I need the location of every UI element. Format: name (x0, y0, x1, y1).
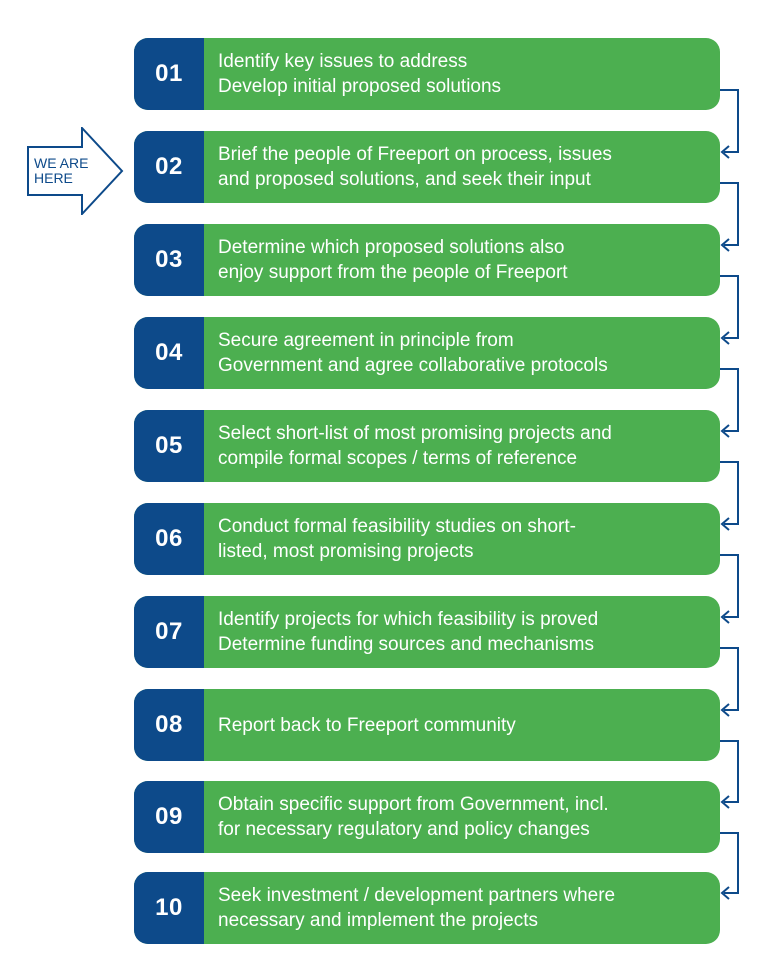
we-are-here-label (34, 156, 114, 186)
step-text-line: Brief the people of Freeport on process, issues (218, 144, 612, 165)
step-text-line: necessary and implement the projects (218, 910, 538, 931)
step-text (218, 317, 710, 389)
step-text-line: Report back to Freeport community (218, 714, 516, 736)
step-number: 03 (134, 224, 204, 296)
step-text (218, 596, 710, 668)
step-text-line: Seek investment / development partners where (218, 885, 616, 906)
connector-line (720, 276, 738, 338)
connector-line (720, 648, 738, 710)
step-text-line: Identify key issues to address (218, 51, 468, 72)
step-text (218, 689, 710, 761)
step-06 (134, 503, 720, 575)
step-text (218, 781, 710, 853)
connector-arrowhead-icon (722, 887, 729, 899)
connector-arrowhead-icon (722, 704, 729, 716)
step-10 (134, 872, 720, 944)
step-text (218, 224, 710, 296)
connector-arrowhead-icon (722, 332, 729, 344)
connector-line (720, 833, 738, 893)
step-text-line: and proposed solutions, and seek their input (218, 169, 591, 190)
step-text (218, 503, 710, 575)
step-text-line: compile formal scopes / terms of reference (218, 448, 578, 469)
step-number: 09 (134, 781, 204, 853)
step-07 (134, 596, 720, 668)
connector-arrowhead-icon (722, 611, 729, 623)
step-text (218, 872, 710, 944)
step-number: 04 (134, 317, 204, 389)
step-text-line: Conduct formal feasibility studies on short- (218, 516, 576, 537)
step-text (218, 38, 710, 110)
step-number: 07 (134, 596, 204, 668)
connector-arrowhead-icon (722, 146, 729, 158)
step-text (218, 131, 710, 203)
step-number: 06 (134, 503, 204, 575)
connector-arrowhead-icon (722, 518, 729, 530)
step-04 (134, 317, 720, 389)
step-08 (134, 689, 720, 761)
step-03 (134, 224, 720, 296)
connector-line (720, 90, 738, 152)
step-text-line: Secure agreement in principle from (218, 330, 514, 351)
step-text-line: Government and agree collaborative protocols (218, 355, 608, 376)
step-text-line: Develop initial proposed solutions (218, 76, 502, 97)
step-number: 10 (134, 872, 204, 944)
step-text-line: Select short-list of most promising projects and (218, 423, 612, 444)
connector-arrowhead-icon (722, 796, 729, 808)
step-text-line: Determine which proposed solutions also (218, 237, 565, 258)
step-number: 01 (134, 38, 204, 110)
step-text (218, 410, 710, 482)
connector-line (720, 369, 738, 431)
step-number: 02 (134, 131, 204, 203)
step-number: 05 (134, 410, 204, 482)
connector-line (720, 555, 738, 617)
step-number: 08 (134, 689, 204, 761)
step-01 (134, 38, 720, 110)
step-text-line: enjoy support from the people of Freeport (218, 262, 568, 283)
we-are-here-line-2: HERE (34, 170, 73, 186)
connector-arrowhead-icon (722, 239, 729, 251)
step-text-line: for necessary regulatory and policy changes (218, 819, 590, 840)
step-text-line: Identify projects for which feasibility is proved (218, 609, 599, 630)
connector-line (720, 462, 738, 524)
step-text-line: Determine funding sources and mechanisms (218, 634, 594, 655)
step-text-line: Obtain specific support from Government, incl. (218, 794, 609, 815)
we-are-here-line-1: WE ARE (34, 155, 89, 171)
step-text-line: listed, most promising projects (218, 541, 474, 562)
step-02 (134, 131, 720, 203)
connector-line (720, 741, 738, 802)
step-09 (134, 781, 720, 853)
connector-line (720, 183, 738, 245)
connector-arrowhead-icon (722, 425, 729, 437)
step-05 (134, 410, 720, 482)
